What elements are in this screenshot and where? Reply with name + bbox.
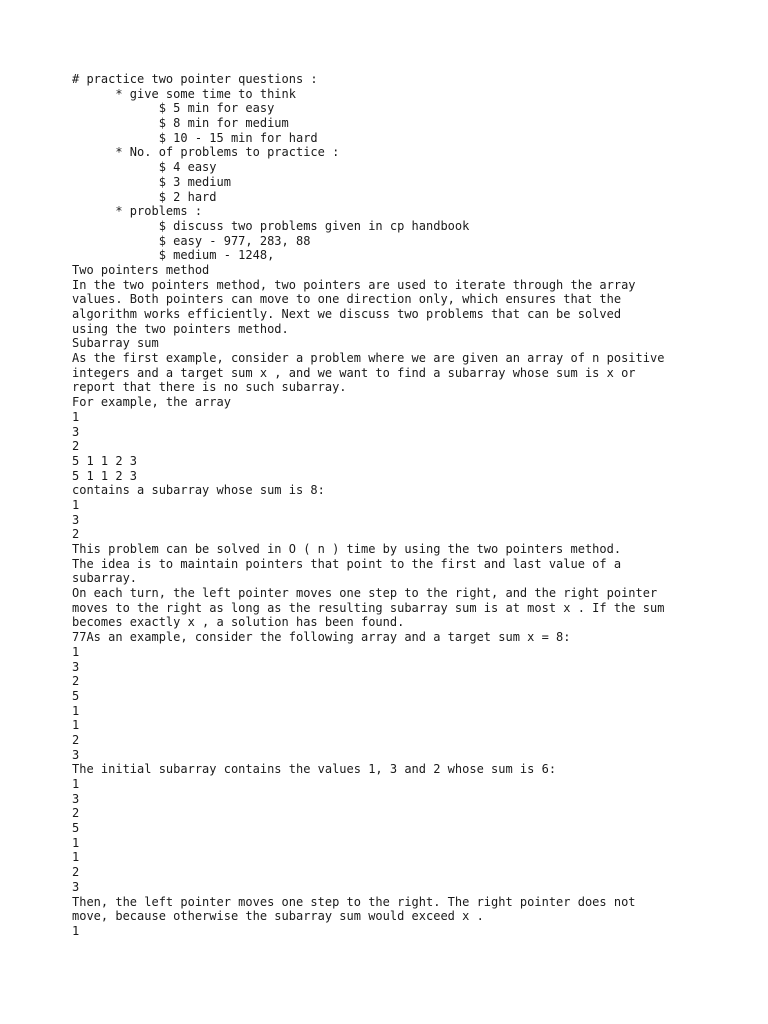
text-line: 3 <box>72 791 80 806</box>
text-line: 2 <box>72 527 80 542</box>
text-line: $ 4 easy <box>72 160 217 175</box>
text-line: Subarray sum <box>72 336 159 351</box>
text-line: * problems : <box>72 204 203 219</box>
text-line: # practice two pointer questions : <box>72 72 318 86</box>
text-line: 2 <box>72 674 80 689</box>
text-line: 2 <box>72 439 80 454</box>
text-line: $ 10 - 15 min for hard <box>72 130 318 145</box>
text-line: using the two pointers method. <box>72 321 289 336</box>
text-line: report that there is no such subarray. <box>72 380 347 395</box>
text-line: 3 <box>72 747 80 762</box>
text-line: Then, the left pointer moves one step to the right. The right pointer does not <box>72 894 636 909</box>
text-line: Two pointers method <box>72 262 210 277</box>
text-line: * give some time to think <box>72 86 296 101</box>
document-page <box>72 72 732 939</box>
text-line: subarray. <box>72 571 138 586</box>
text-line: 1 <box>72 835 80 850</box>
text-line: $ 8 min for medium <box>72 116 289 131</box>
text-line: algorithm works efficiently. Next we discuss two problems that can be solved <box>72 307 622 321</box>
text-line: 2 <box>72 806 80 821</box>
text-line: integers and a target sum x , and we want to find a subarray whose sum is x or <box>72 365 636 380</box>
text-line: The initial subarray contains the values 1, 3 and 2 whose sum is 6: <box>72 762 557 777</box>
text-line: $ discuss two problems given in cp handbook <box>72 218 470 233</box>
text-line: 5 1 1 2 3 <box>72 468 138 483</box>
text-line: As the first example, consider a problem where we are given an array of n positive <box>72 351 665 366</box>
text-line: 1 <box>72 497 80 512</box>
text-line: $ easy - 977, 283, 88 <box>72 233 311 248</box>
text-line: contains a subarray whose sum is 8: <box>72 483 325 498</box>
text-line: 5 <box>72 821 80 836</box>
text-line: 3 <box>72 424 80 439</box>
text-line: moves to the right as long as the resulting subarray sum is at most x . If the sum <box>72 600 665 615</box>
text-line: 1 <box>72 777 80 791</box>
text-line: 1 <box>72 703 80 718</box>
text-line: 3 <box>72 879 80 894</box>
text-line: 1 <box>72 409 80 424</box>
text-line: 2 <box>72 732 80 747</box>
text-line: In the two pointers method, two pointers are used to iterate through the array <box>72 277 636 292</box>
text-line: 5 1 1 2 3 <box>72 453 138 468</box>
text-line: 1 <box>72 718 80 733</box>
text-line: For example, the array <box>72 395 231 410</box>
text-line: $ 3 medium <box>72 174 231 189</box>
text-line: On each turn, the left pointer moves one step to the right, and the right pointer <box>72 586 658 601</box>
text-line: $ 2 hard <box>72 189 217 204</box>
text-line: values. Both pointers can move to one direction only, which ensures that the <box>72 292 622 307</box>
text-line: 1 <box>72 850 80 865</box>
text-line: $ 5 min for easy <box>72 101 275 116</box>
text-line: 2 <box>72 865 80 880</box>
text-line: 3 <box>72 512 80 527</box>
text-line: move, because otherwise the subarray sum would exceed x . <box>72 909 484 924</box>
text-line: 5 <box>72 688 80 703</box>
text-line: 3 <box>72 659 80 674</box>
text-line: 1 <box>72 923 80 938</box>
text-line: $ medium - 1248, <box>72 248 275 263</box>
text-line: This problem can be solved in O ( n ) time by using the two pointers method. <box>72 542 622 556</box>
text-line: * No. of problems to practice : <box>72 145 340 160</box>
text-line: The idea is to maintain pointers that point to the first and last value of a <box>72 556 622 571</box>
text-line: 77As an example, consider the following array and a target sum x = 8: <box>72 630 571 645</box>
text-line: becomes exactly x , a solution has been found. <box>72 615 405 630</box>
text-line: 1 <box>72 644 80 659</box>
